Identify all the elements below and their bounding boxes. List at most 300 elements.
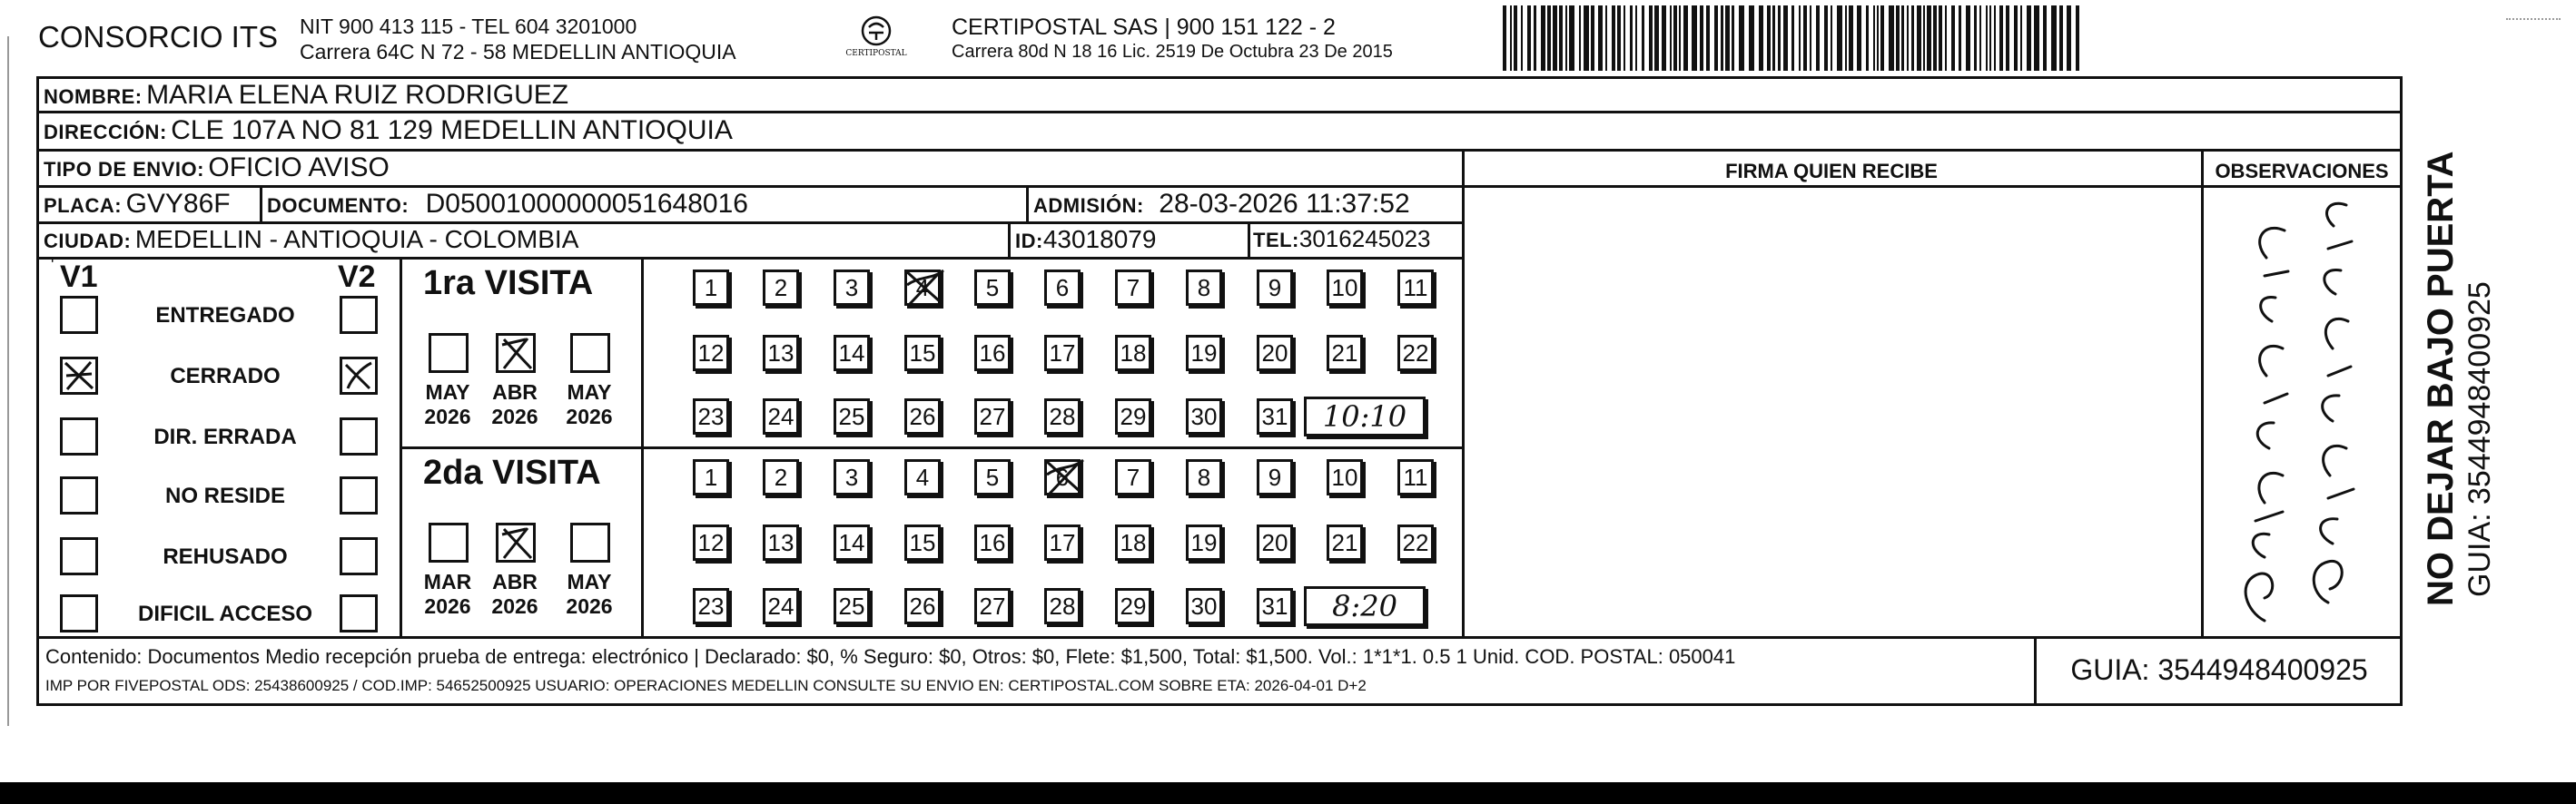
- company-name: CONSORCIO ITS: [38, 20, 279, 54]
- id-value: 43018079: [1042, 225, 1157, 253]
- day-box[interactable]: [974, 335, 1011, 371]
- direccion-row: [44, 115, 733, 146]
- footer-contenido: Contenido: Documentos Medio recepción prueba de entrega: electrónico | Declarado: $0, % Seguro: $0, Otros: $0, Flete: $1,500, Total: $1,500. Vol.: 1*1*1. 0.5 1 Unid. COD. POSTAL: 050041: [45, 645, 1736, 668]
- barcode-bar: [1917, 5, 1921, 71]
- barcode-bar: [2034, 5, 2039, 71]
- day-number: 25: [838, 402, 865, 430]
- barcode-bar: [1654, 5, 1659, 71]
- month-year: 2026: [424, 594, 471, 618]
- barcode-bar: [1612, 5, 1615, 71]
- day-number: 11: [1403, 273, 1428, 301]
- day-box[interactable]: [1257, 270, 1293, 306]
- day-number: 24: [767, 402, 795, 430]
- barcode-bar: [1783, 5, 1788, 71]
- day-number: 10: [1331, 463, 1358, 491]
- v2-checkbox[interactable]: [340, 537, 378, 575]
- barcode-bar: [2014, 5, 2018, 71]
- nombre-row: [44, 80, 568, 111]
- day-number: 31: [1261, 592, 1288, 620]
- tipo-row: [44, 152, 390, 183]
- day-number: 10: [1331, 273, 1358, 301]
- observation-handwriting: [2201, 185, 2403, 636]
- day-number: 16: [979, 528, 1006, 556]
- barcode-bar: [1700, 5, 1703, 71]
- status-option-label: DIR. ERRADA: [153, 425, 297, 449]
- day-box[interactable]: [1327, 335, 1363, 371]
- day-box[interactable]: [1186, 588, 1222, 624]
- check-x-icon: [498, 525, 535, 562]
- barcode-bar: [1880, 5, 1884, 71]
- day-box[interactable]: [1115, 335, 1151, 371]
- day-number: 5: [985, 273, 1000, 301]
- barcode-bar: [1565, 5, 1567, 71]
- day-number: 8: [1197, 463, 1211, 491]
- visit-title: 2da VISITA: [423, 454, 601, 492]
- day-box[interactable]: [904, 588, 941, 624]
- side-warning: NO DEJAR BAJO PUERTA: [2421, 151, 2461, 606]
- barcode-bar: [1759, 5, 1763, 71]
- day-box[interactable]: [763, 525, 799, 561]
- day-number: 12: [697, 338, 725, 367]
- month-label: [561, 380, 617, 429]
- day-box[interactable]: [1044, 525, 1081, 561]
- barcode-bar: [1999, 5, 2003, 71]
- day-box[interactable]: [1257, 398, 1293, 435]
- admision-value: 28-03-2026 11:37:52: [1159, 189, 1410, 219]
- day-number: 17: [1049, 338, 1076, 367]
- day-number: 25: [838, 592, 865, 620]
- handwriting-strokes: [2201, 185, 2403, 636]
- logo-text: CERTIPOSTAL: [845, 49, 907, 58]
- day-box[interactable]: [1327, 459, 1363, 495]
- barcode-bar: [1584, 5, 1589, 71]
- barcode-bar: [1534, 5, 1536, 71]
- day-number: 30: [1190, 592, 1218, 620]
- day-number: 4: [915, 463, 930, 491]
- barcode-bar: [1670, 5, 1672, 71]
- day-box[interactable]: [1186, 270, 1222, 306]
- barcode-bar: [1810, 5, 1811, 71]
- day-box[interactable]: [904, 270, 941, 306]
- month-name: ABR: [492, 380, 538, 404]
- barcode-bar: [1692, 5, 1697, 71]
- day-box[interactable]: [1115, 398, 1151, 435]
- day-box[interactable]: [1044, 398, 1081, 435]
- placa-label: PLACA:: [44, 194, 123, 217]
- day-box[interactable]: [763, 459, 799, 495]
- barcode-bar: [1857, 5, 1861, 71]
- day-number: 14: [838, 338, 865, 367]
- tipo-label: TIPO DE ENVIO:: [44, 158, 204, 181]
- barcode-bar: [1907, 5, 1909, 71]
- v1-checkbox[interactable]: [60, 594, 98, 632]
- tel-row: [1253, 225, 1431, 253]
- status-option-label: REHUSADO: [163, 544, 288, 569]
- day-box[interactable]: [693, 270, 729, 306]
- barcode-bar: [2067, 5, 2071, 71]
- day-box[interactable]: [693, 588, 729, 624]
- ciudad-value: MEDELLIN - ANTIOQUIA - COLOMBIA: [134, 225, 579, 253]
- month-checkbox[interactable]: [496, 333, 536, 373]
- barcode-bar: [1635, 5, 1637, 71]
- day-box[interactable]: [1186, 335, 1222, 371]
- day-box[interactable]: [974, 525, 1011, 561]
- carrier-name: CERTIPOSTAL SAS | 900 151 122 - 2: [952, 15, 1336, 40]
- barcode-bar: [1877, 5, 1879, 71]
- barcode-bar: [1591, 5, 1594, 71]
- barcode-bar: [1873, 5, 1875, 71]
- day-box[interactable]: [1044, 459, 1081, 495]
- day-number: 13: [767, 528, 795, 556]
- barcode-bar: [1649, 5, 1653, 71]
- day-number: 13: [767, 338, 795, 367]
- day-box[interactable]: [1257, 525, 1293, 561]
- barcode-bar: [1951, 5, 1955, 71]
- barcode-bar: [1547, 5, 1551, 71]
- barcode-bar: [1989, 5, 1991, 71]
- barcode-bar: [1630, 5, 1633, 71]
- month-year: 2026: [566, 405, 613, 428]
- day-number: 23: [697, 402, 725, 430]
- ciudad-row: [44, 225, 578, 254]
- barcode-bar: [2043, 5, 2047, 71]
- footer-guia: GUIA: 3544948400925: [2070, 653, 2368, 686]
- day-box[interactable]: [974, 459, 1011, 495]
- day-number: 21: [1331, 528, 1358, 556]
- day-box[interactable]: [904, 398, 941, 435]
- check-x-icon: [342, 359, 375, 392]
- day-box[interactable]: [1327, 525, 1363, 561]
- barcode: [1503, 5, 2084, 71]
- barcode-bar: [1714, 5, 1718, 71]
- day-number: 3: [844, 463, 859, 491]
- day-number: 28: [1049, 592, 1076, 620]
- day-number: 22: [1402, 338, 1429, 367]
- barcode-bar: [1923, 5, 1925, 71]
- month-name: MAR: [423, 570, 472, 593]
- day-box[interactable]: [763, 270, 799, 306]
- barcode-bar: [1945, 5, 1947, 71]
- barcode-bar: [1979, 5, 1981, 71]
- barcode-bar: [1732, 5, 1734, 71]
- visit-title: 1ra VISITA: [423, 264, 594, 302]
- barcode-bar: [1837, 5, 1842, 71]
- barcode-bar: [1933, 5, 1937, 71]
- v1-checkbox[interactable]: [60, 537, 98, 575]
- barcode-bar: [1683, 5, 1688, 71]
- side-text-block: [2420, 98, 2538, 606]
- barcode-bar: [1927, 5, 1931, 71]
- barcode-bar: [1896, 5, 1900, 71]
- status-option-label: DIFICIL ACCESO: [137, 602, 312, 626]
- direccion-value: CLE 107A NO 81 129 MEDELLIN ANTIOQUIA: [171, 115, 733, 145]
- day-box[interactable]: [974, 398, 1011, 435]
- certipostal-logo: [822, 13, 931, 65]
- day-box[interactable]: [1327, 270, 1363, 306]
- bottom-bar: [0, 782, 2576, 804]
- day-box[interactable]: [904, 525, 941, 561]
- day-box[interactable]: [834, 525, 870, 561]
- day-box[interactable]: [1257, 459, 1293, 495]
- day-number: 24: [767, 592, 795, 620]
- month-label: [561, 570, 617, 619]
- day-box[interactable]: [693, 459, 729, 495]
- day-number: 15: [909, 528, 936, 556]
- v1-checkbox[interactable]: [60, 357, 98, 395]
- v1-header: V1: [60, 260, 98, 294]
- day-box[interactable]: [834, 459, 870, 495]
- day-box[interactable]: [1186, 459, 1222, 495]
- status-option-label: NO RESIDE: [164, 484, 286, 508]
- day-number: 15: [909, 338, 936, 367]
- barcode-bar: [1579, 5, 1581, 71]
- barcode-bar: [1598, 5, 1603, 71]
- barcode-bar: [1986, 5, 1988, 71]
- barcode-bar: [1514, 5, 1517, 71]
- barcode-bar: [1553, 5, 1557, 71]
- day-number: 20: [1261, 338, 1288, 367]
- day-number: 26: [909, 402, 936, 430]
- barcode-bar: [1662, 5, 1666, 71]
- barcode-bar: [1527, 5, 1531, 71]
- barcode-bar: [2027, 5, 2031, 71]
- company-nit: NIT 900 413 115 - TEL 604 3201000: [300, 15, 637, 38]
- placa-value: GVY86F: [125, 189, 231, 219]
- barcode-bar: [1679, 5, 1681, 71]
- barcode-image: [1503, 5, 2084, 71]
- documento-label: DOCUMENTO:: [267, 194, 410, 217]
- barcode-bar: [1569, 5, 1574, 71]
- month-label: [487, 380, 543, 429]
- day-box[interactable]: [974, 588, 1011, 624]
- day-box[interactable]: [1397, 270, 1434, 306]
- barcode-bar: [1911, 5, 1914, 71]
- day-number: 4: [915, 273, 930, 301]
- admision-label: ADMISIÓN:: [1033, 194, 1144, 217]
- day-box[interactable]: [693, 398, 729, 435]
- barcode-bar: [1767, 5, 1771, 71]
- barcode-bar: [1939, 5, 1942, 71]
- margin-dots: [2506, 18, 2561, 25]
- day-box[interactable]: [1044, 335, 1081, 371]
- barcode-bar: [1739, 5, 1744, 71]
- day-number: 23: [697, 592, 725, 620]
- day-number: 21: [1331, 338, 1358, 367]
- visit-time[interactable]: 10:10: [1304, 397, 1426, 436]
- barcode-bar: [2051, 5, 2057, 71]
- day-number: 9: [1268, 463, 1282, 491]
- day-number: 19: [1190, 528, 1218, 556]
- barcode-bar: [1642, 5, 1644, 71]
- day-number: 3: [844, 273, 859, 301]
- barcode-bar: [1510, 5, 1512, 71]
- day-number: 6: [1055, 463, 1070, 491]
- month-checkbox[interactable]: [496, 523, 536, 563]
- barcode-bar: [1617, 5, 1621, 71]
- day-number: 5: [985, 463, 1000, 491]
- day-box[interactable]: [1257, 588, 1293, 624]
- barcode-bar: [1845, 5, 1847, 71]
- v2-checkbox[interactable]: [340, 417, 378, 456]
- day-box[interactable]: [1044, 588, 1081, 624]
- day-number: 7: [1126, 273, 1140, 301]
- day-number: 29: [1120, 592, 1147, 620]
- day-box[interactable]: [834, 588, 870, 624]
- v2-checkbox[interactable]: [340, 357, 378, 395]
- barcode-bar: [1816, 5, 1820, 71]
- month-year: 2026: [424, 405, 471, 428]
- barcode-bar: [1849, 5, 1853, 71]
- barcode-bar: [1901, 5, 1904, 71]
- barcode-bar: [1605, 5, 1607, 71]
- ciudad-label: CIUDAD:: [44, 230, 132, 252]
- day-number: 6: [1055, 273, 1070, 301]
- day-number: 7: [1126, 463, 1140, 491]
- day-number: 8: [1197, 273, 1211, 301]
- nombre-label: NOMBRE:: [44, 85, 143, 108]
- direccion-label: DIRECCIÓN:: [44, 121, 167, 143]
- day-box[interactable]: [1397, 525, 1434, 561]
- day-box[interactable]: [834, 270, 870, 306]
- placa-row: [44, 189, 231, 220]
- day-number: 30: [1190, 402, 1218, 430]
- day-number: 29: [1120, 402, 1147, 430]
- day-number: 26: [909, 592, 936, 620]
- barcode-bar: [1791, 5, 1794, 71]
- day-number: 1: [704, 463, 718, 491]
- barcode-bar: [1772, 5, 1775, 71]
- barcode-bar: [1624, 5, 1625, 71]
- day-box[interactable]: [693, 335, 729, 371]
- day-box[interactable]: [974, 270, 1011, 306]
- day-number: 2: [774, 273, 788, 301]
- day-number: 9: [1268, 273, 1282, 301]
- day-box[interactable]: [1186, 398, 1222, 435]
- barcode-bar: [2006, 5, 2009, 71]
- day-box[interactable]: [1257, 335, 1293, 371]
- tipo-value: OFICIO AVISO: [208, 152, 390, 182]
- day-box[interactable]: [1115, 270, 1151, 306]
- day-box[interactable]: [1186, 525, 1222, 561]
- visit-time[interactable]: 8:20: [1304, 586, 1426, 626]
- day-box[interactable]: [904, 459, 941, 495]
- status-option-label: ENTREGADO: [155, 303, 295, 328]
- v2-checkbox[interactable]: [340, 594, 378, 632]
- month-checkbox[interactable]: [570, 333, 610, 373]
- status-option-label: CERRADO: [170, 364, 281, 388]
- day-number: 1: [704, 273, 718, 301]
- day-box[interactable]: [1397, 459, 1434, 495]
- day-number: 2: [774, 463, 788, 491]
- tel-value: 3016245023: [1298, 225, 1431, 252]
- month-year: 2026: [491, 594, 538, 618]
- barcode-bar: [1866, 5, 1869, 71]
- day-number: 28: [1049, 402, 1076, 430]
- barcode-bar: [1503, 5, 1506, 71]
- barcode-bar: [1521, 5, 1523, 71]
- month-year: 2026: [566, 594, 613, 618]
- month-name: MAY: [425, 380, 470, 404]
- carrier-address: Carrera 80d N 18 16 Lic. 2519 De Octubra 23 De 2015: [952, 42, 1393, 62]
- day-box[interactable]: [763, 335, 799, 371]
- nombre-value: MARIA ELENA RUIZ RODRIGUEZ: [146, 80, 569, 110]
- side-guia: GUIA: 3544948400925: [2462, 281, 2497, 597]
- month-year: 2026: [491, 405, 538, 428]
- month-name: MAY: [567, 570, 612, 593]
- footer-imp: IMP POR FIVEPOSTAL ODS: 25438600925 / COD.IMP: 54652500925 USUARIO: OPERACIONES MEDELLIN CONSULTE SU ENVIO EN: CERTIPOSTAL.COM SOBRE ETA: 2026-04-01 D+2: [45, 677, 1367, 694]
- barcode-bar: [1749, 5, 1754, 71]
- barcode-bar: [2020, 5, 2022, 71]
- documento-row: [267, 189, 748, 220]
- day-box[interactable]: [1115, 588, 1151, 624]
- v1-checkbox[interactable]: [60, 476, 98, 515]
- documento-value: D05001000000051648016: [425, 189, 748, 219]
- barcode-bar: [1673, 5, 1677, 71]
- barcode-bar: [1966, 5, 1970, 71]
- day-box[interactable]: [1115, 459, 1151, 495]
- v2-checkbox[interactable]: [340, 296, 378, 334]
- barcode-bar: [1721, 5, 1723, 71]
- barcode-bar: [1541, 5, 1545, 71]
- day-number: 17: [1049, 528, 1076, 556]
- check-x-icon: [498, 336, 535, 372]
- observaciones-header: OBSERVACIONES: [2215, 160, 2389, 182]
- barcode-bar: [1799, 5, 1801, 71]
- month-checkbox[interactable]: [429, 333, 469, 373]
- barcode-bar: [1959, 5, 1961, 71]
- v1-checkbox[interactable]: [60, 296, 98, 334]
- barcode-bar: [1559, 5, 1563, 71]
- v1-checkbox[interactable]: [60, 417, 98, 456]
- day-box[interactable]: [763, 398, 799, 435]
- day-number: 16: [979, 338, 1006, 367]
- day-box[interactable]: [1115, 525, 1151, 561]
- id-row: [1015, 225, 1156, 254]
- day-number: 20: [1261, 528, 1288, 556]
- day-box[interactable]: [834, 335, 870, 371]
- v2-checkbox[interactable]: [340, 476, 378, 515]
- day-box[interactable]: [834, 398, 870, 435]
- month-checkbox[interactable]: [570, 523, 610, 563]
- barcode-bar: [1831, 5, 1832, 71]
- day-number: 27: [979, 402, 1006, 430]
- month-checkbox[interactable]: [429, 523, 469, 563]
- day-number: 22: [1402, 528, 1429, 556]
- day-number: 14: [838, 528, 865, 556]
- day-box[interactable]: [1044, 270, 1081, 306]
- day-box[interactable]: [763, 588, 799, 624]
- barcode-bar: [1706, 5, 1710, 71]
- day-box[interactable]: [693, 525, 729, 561]
- barcode-bar: [1803, 5, 1807, 71]
- barcode-bar: [1725, 5, 1730, 71]
- day-box[interactable]: [1397, 335, 1434, 371]
- day-number: 11: [1403, 463, 1428, 491]
- day-number: 18: [1120, 338, 1147, 367]
- id-label: ID:: [1015, 230, 1043, 252]
- check-x-icon: [63, 359, 95, 392]
- tick-mark: ': [51, 256, 54, 274]
- barcode-bar: [2076, 5, 2079, 71]
- month-name: MAY: [567, 380, 612, 404]
- company-address: Carrera 64C N 72 - 58 MEDELLIN ANTIOQUIA: [300, 40, 736, 64]
- firma-header: FIRMA QUIEN RECIBE: [1725, 160, 1938, 182]
- month-label: [419, 380, 476, 429]
- v2-header: V2: [338, 260, 376, 294]
- barcode-bar: [1974, 5, 1977, 71]
- day-box[interactable]: [904, 335, 941, 371]
- barcode-bar: [1994, 5, 1996, 71]
